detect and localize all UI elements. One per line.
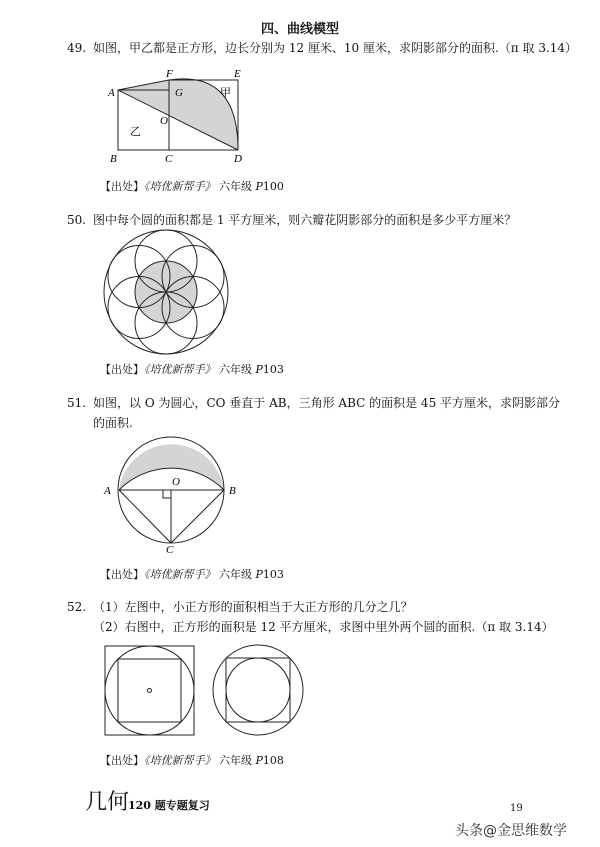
problem-statement-line2: 的面积. bbox=[93, 416, 133, 430]
figure-49 bbox=[105, 65, 265, 165]
source-grade: 六年级 bbox=[219, 180, 252, 193]
problem-number: 50. bbox=[67, 213, 87, 227]
label-G: G bbox=[175, 87, 183, 99]
right-angle-mark bbox=[163, 490, 171, 498]
source-page-num: 103 bbox=[262, 568, 284, 581]
problem-statement: 如图，甲乙都是正方形，边长分别为 12 厘米、10 厘米，求阴影部分的面积.（π 取 3.14） bbox=[93, 41, 578, 55]
source-50 bbox=[100, 361, 284, 377]
problem-number: 51. bbox=[67, 396, 87, 410]
label-F: F bbox=[166, 68, 173, 80]
label-C: C bbox=[166, 544, 174, 556]
label-D: D bbox=[234, 153, 242, 165]
source-page-letter: P bbox=[255, 754, 263, 767]
source-book: 《培优新帮手》 bbox=[144, 363, 216, 376]
label-jia: 甲 bbox=[220, 87, 231, 99]
label-O: O bbox=[172, 476, 180, 488]
small-square bbox=[118, 659, 181, 722]
source-prefix: 【出处】 bbox=[100, 568, 144, 581]
source-51 bbox=[100, 566, 284, 582]
page-number: 19 bbox=[510, 803, 523, 814]
source-prefix: 【出处】 bbox=[100, 363, 144, 376]
problem-statement-line1: （1）左图中，小正方形的面积相当于大正方形的几分之几？ bbox=[93, 600, 413, 614]
source-book: 《培优新帮手》 bbox=[144, 754, 216, 767]
inner-circle bbox=[226, 658, 290, 722]
source-prefix: 【出处】 bbox=[100, 754, 144, 767]
source-49 bbox=[100, 178, 284, 194]
figure-51 bbox=[100, 432, 240, 557]
figure-50 bbox=[100, 228, 235, 358]
label-A: A bbox=[104, 485, 111, 497]
figure-52-left bbox=[100, 643, 200, 739]
source-page-letter: P bbox=[255, 180, 263, 193]
source-book: 《培优新帮手》 bbox=[144, 568, 216, 581]
source-page-num: 108 bbox=[262, 754, 284, 767]
footer-title: 几何 bbox=[85, 790, 130, 815]
label-C: C bbox=[165, 153, 173, 165]
center-dot bbox=[148, 689, 152, 693]
problem-52-text bbox=[67, 597, 554, 637]
label-A: A bbox=[108, 87, 115, 99]
problem-statement: 图中每个圆的面积都是 1 平方厘米，则六瓣花阴影部分的面积是多少平方厘米？ bbox=[93, 213, 517, 227]
label-B: B bbox=[229, 485, 236, 497]
label-yi: 乙 bbox=[130, 126, 141, 138]
label-O: O bbox=[160, 115, 168, 127]
problem-statement-line2: （2）右图中，正方形的面积是 12 平方厘米，求图中里外两个圆的面积.（π 取 3.14） bbox=[93, 620, 554, 634]
label-B: B bbox=[110, 153, 117, 165]
problem-51-text bbox=[67, 393, 560, 433]
problem-statement-line1: 如图，以 O 为圆心，CO 垂直于 AB，三角形 ABC 的面积是 45 平方厘米，求阴影部分 bbox=[93, 396, 561, 410]
source-prefix: 【出处】 bbox=[100, 180, 144, 193]
source-page-num: 103 bbox=[262, 363, 284, 376]
watermark: 头条@金思维数学 bbox=[455, 823, 567, 839]
section-title: 四、曲线模型 bbox=[260, 22, 339, 37]
source-grade: 六年级 bbox=[219, 363, 252, 376]
source-page-letter: P bbox=[255, 363, 263, 376]
source-book: 《培优新帮手》 bbox=[144, 180, 216, 193]
label-E: E bbox=[234, 68, 241, 80]
problem-number: 49. bbox=[67, 41, 87, 55]
source-grade: 六年级 bbox=[219, 754, 252, 767]
figure-52-right bbox=[210, 643, 310, 739]
source-page-letter: P bbox=[255, 568, 263, 581]
problem-number: 52. bbox=[67, 600, 87, 614]
problem-50-text bbox=[67, 210, 516, 230]
source-page-num: 100 bbox=[262, 180, 284, 193]
problem-49-text bbox=[67, 38, 577, 58]
source-grade: 六年级 bbox=[219, 568, 252, 581]
footer-subtitle: 120 题专题复习 bbox=[128, 799, 210, 812]
source-52 bbox=[100, 752, 284, 768]
